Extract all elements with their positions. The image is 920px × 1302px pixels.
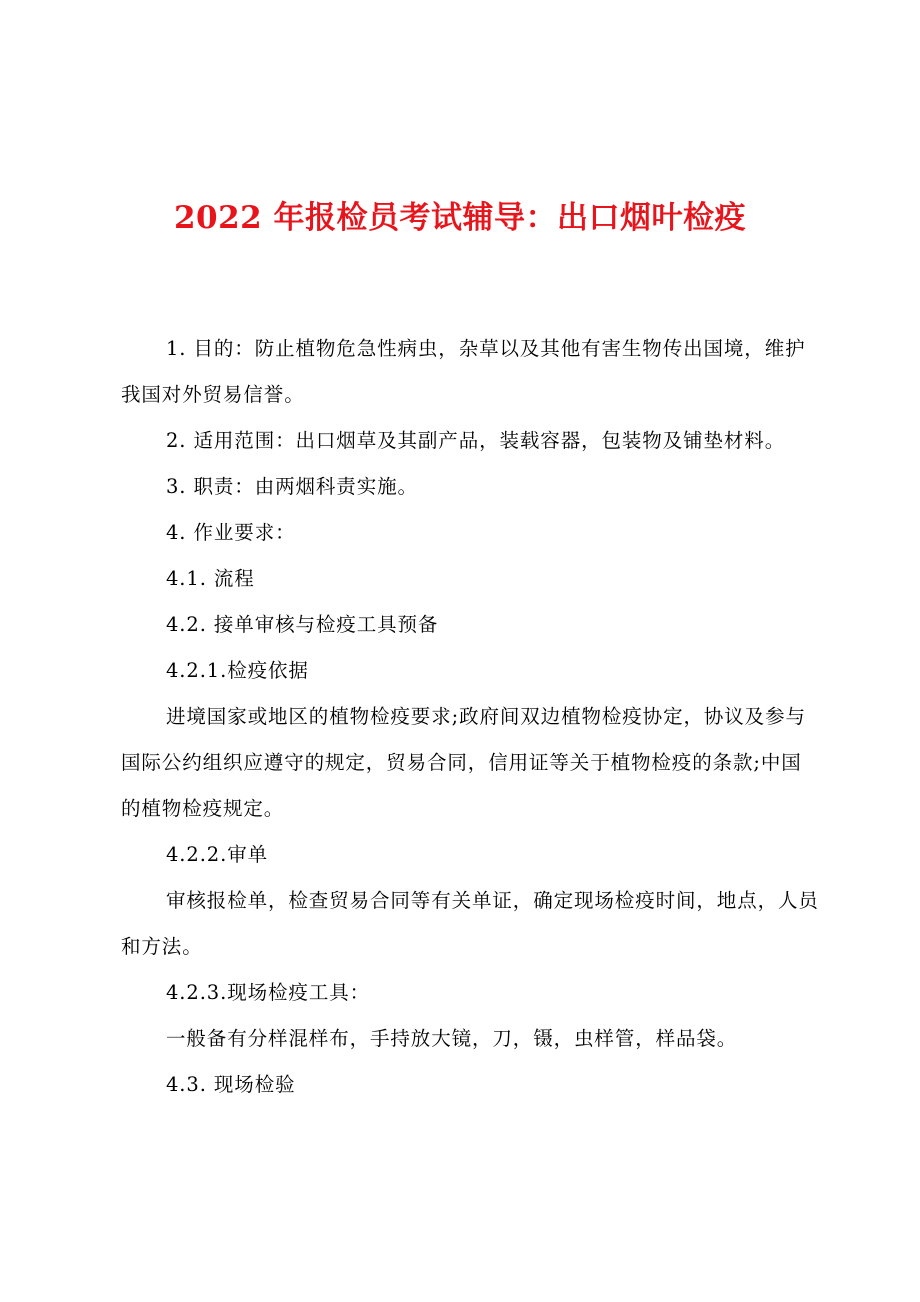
section-4-2-1-heading: 4.2.1.检疫依据 [166,659,309,682]
section-4-2-2-heading: 4.2.2.审单 [166,843,269,866]
paragraph-quarantine-basis: 进境国家或地区的植物检疫要求;政府间双边植物检疫协定，协议及参与国际公约组织应遵守的规定，贸易合同，信用证等关于植物检疫的条款;中国的植物检疫规定。 [121,705,806,820]
paragraph-responsibility: 3. 职责：由两烟科责实施。 [166,475,418,498]
paragraph-tools: 一般备有分样混样布，手持放大镜，刀，镊，虫样管，样品袋。 [166,1027,738,1050]
paragraph-document-review: 审核报检单，检查贸易合同等有关单证，确定现场检疫时间，地点，人员和方法。 [121,889,819,958]
section-4-3-heading: 4.3. 现场检验 [166,1073,296,1096]
document-title: 2022 年报检员考试辅导：出口烟叶检疫 [173,200,747,236]
section-4-1-heading: 4.1. 流程 [166,567,255,590]
paragraph-scope: 2. 适用范围：出口烟草及其副产品，装载容器，包装物及铺垫材料。 [166,429,786,452]
paragraph-requirements: 4. 作业要求： [166,521,296,544]
document-body [121,326,821,1108]
section-4-2-heading: 4.2. 接单审核与检疫工具预备 [166,613,439,636]
paragraph-purpose: 1. 目的：防止植物危急性病虫，杂草以及其他有害生物传出国境，维护我国对外贸易信誉。 [121,337,806,406]
section-4-2-3-heading: 4.2.3.现场检疫工具： [166,981,371,1004]
